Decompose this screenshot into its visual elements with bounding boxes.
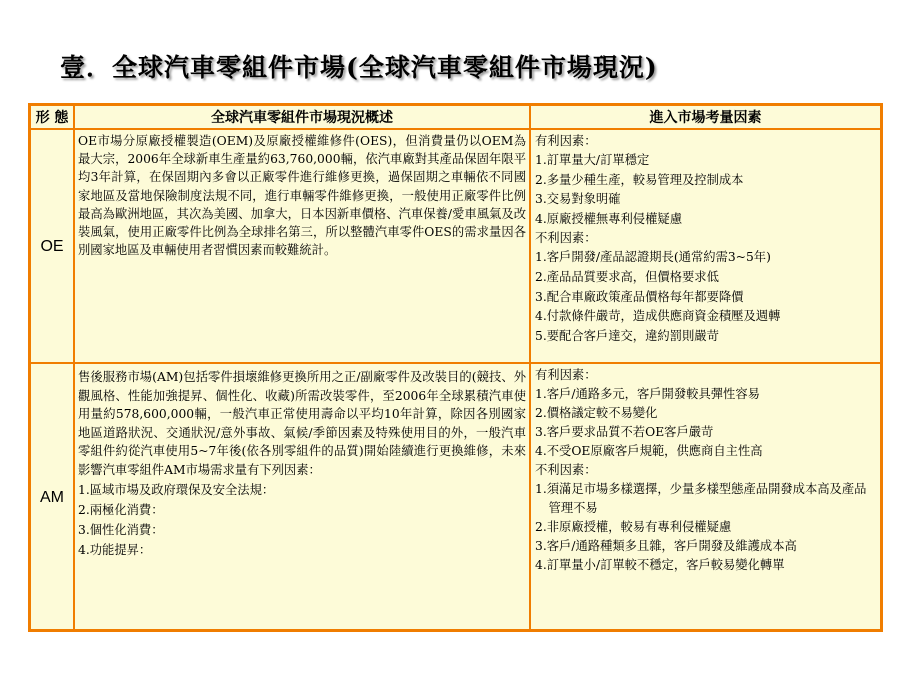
am-overview-text: 售後服務市場(AM)包括零件損壞維修更換所用之正/副廠零件及改裝目的(競技、外觀風格、性能加強提昇、個性化、收藏)所需改裝零件，至2006年全球累積汽車使用量約578,600,000輛，一般汽車正常使用壽命以平均10年計算，除因各別國家地區道路狀況、交通狀況/意外事故、氣候/季節因素及特殊使用目的外，一般汽車零組件約從汽車使用5~7年後(依各別零組件的品質)開始陸續進行更換維修，未來影響汽車零組件AM市場需求量有下列因素： bbox=[78, 370, 526, 477]
oe-unfavorable-item: 4.付款條件嚴苛，造成供應商資金積壓及週轉 bbox=[535, 309, 781, 324]
am-factor-item: 4.功能提昇： bbox=[78, 542, 152, 557]
am-favorable-item: 3.客戶要求品質不若OE客戶嚴苛 bbox=[535, 425, 714, 439]
oe-unfavorable-title: 不利因素： bbox=[535, 231, 597, 246]
oe-unfavorable-item: 2.產品品質要求高，但價格要求低 bbox=[535, 269, 719, 284]
row-label-am: AM bbox=[40, 489, 64, 506]
header-form: 形 態 bbox=[31, 106, 75, 128]
am-unfavorable-item: 4.訂單量小/訂單較不穩定，客戶較易變化轉單 bbox=[535, 558, 785, 572]
oe-overview-text: OE市場分原廠授權製造(OEM)及原廠授權維修件(OES)，但消費量仍以OEM為最大宗，2006年全球新車生產量約63,760,000輛，依汽車廠對其產品保固年限平均3年計算，在保固期內多會以正廠零件進行維修更換，過保固期之車輛依不同國家地區及當地保險制度法規不同，進行車輛零件維修更換，一般使用正廠零件比例最高為歐洲地區，其次為美國、加拿大，日本因新車價格、汽車保養/愛車風氣及改裝風氣，使用正廠零件比例為全球排名第三，所以整體汽車零件OES的需求量因各別國家地區及車輛使用者習慣因素而較難統計。 bbox=[78, 134, 526, 258]
oe-favorable-item: 3.交易對象明確 bbox=[535, 192, 621, 207]
page-title: 壹．全球汽車零組件市場(全球汽車零組件市場現況) bbox=[60, 53, 658, 82]
header-overview: 全球汽車零組件市場現況概述 bbox=[75, 106, 531, 128]
oe-favorable-item: 2.多量少種生產，較易管理及控制成本 bbox=[535, 172, 744, 187]
row-label-oe: OE bbox=[40, 238, 64, 255]
am-favorable-title: 有利因素： bbox=[535, 368, 597, 382]
am-factor-item: 3.個性化消費： bbox=[78, 522, 164, 537]
table-header-row bbox=[31, 106, 880, 128]
am-favorable-item: 1.客戶/通路多元，客戶開發較具彈性容易 bbox=[535, 387, 760, 401]
row-label-cell bbox=[31, 364, 75, 632]
am-unfavorable-title: 不利因素： bbox=[535, 463, 597, 477]
oe-overview-cell bbox=[75, 130, 531, 364]
market-table bbox=[28, 103, 883, 632]
am-factor-item: 1.區域市場及政府環保及安全法規： bbox=[78, 482, 275, 497]
oe-unfavorable-item: 1.客戶開發/產品認證期長(通常約需3~5年) bbox=[535, 250, 771, 265]
am-factors-cell bbox=[531, 364, 880, 632]
table-row-am bbox=[31, 362, 880, 632]
am-unfavorable-item: 2.非原廠授權，較易有專利侵權疑慮 bbox=[535, 520, 732, 534]
oe-unfavorable-item: 5.要配合客戶達交，違約罰則嚴苛 bbox=[535, 328, 719, 343]
header-factors: 進入市場考量因素 bbox=[649, 110, 762, 126]
am-overview-cell bbox=[75, 364, 531, 632]
oe-unfavorable-item: 3.配合車廠政策產品價格每年都要降價 bbox=[535, 289, 744, 304]
oe-favorable-item: 1.訂單量大/訂單穩定 bbox=[535, 153, 650, 167]
am-favorable-item: 2.價格議定較不易變化 bbox=[535, 406, 658, 420]
row-label-cell bbox=[31, 130, 75, 364]
table-row-oe bbox=[31, 128, 880, 364]
oe-favorable-item: 4.原廠授權無專利侵權疑慮 bbox=[535, 211, 682, 226]
am-factor-item: 2.兩極化消費： bbox=[78, 502, 164, 517]
am-unfavorable-item: 3.客戶/通路種類多且雜，客戶開發及維護成本高 bbox=[535, 539, 797, 553]
oe-favorable-title: 有利因素： bbox=[535, 134, 597, 148]
oe-factors-cell bbox=[531, 130, 880, 364]
am-unfavorable-item: 1.須滿足市場多樣選擇，少量多樣型態產品開發成本高及產品管理不易 bbox=[535, 482, 867, 515]
am-favorable-item: 4.不受OE原廠客戶規範，供應商自主性高 bbox=[535, 444, 763, 458]
